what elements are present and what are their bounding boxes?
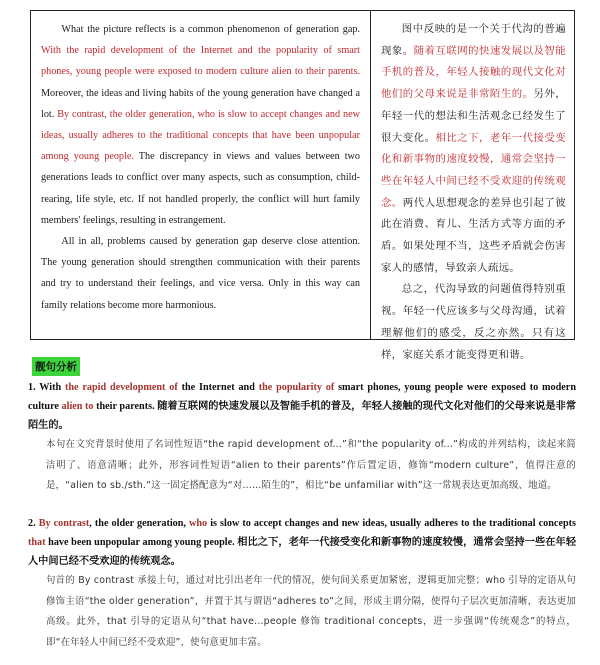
analysis-badge: 靓句分析 bbox=[32, 357, 80, 376]
item-number: 1. bbox=[28, 382, 40, 393]
chinese-column bbox=[371, 11, 574, 361]
chinese-paragraph-1 bbox=[381, 19, 566, 279]
text-segment: 另外，年轻一代的想法和生活观念已经发生了很大变化。 bbox=[381, 88, 566, 144]
text-segment: The discrepancy in views and values between two generations leads to conflict over many aspects, such as consumption, child-rearing, life style, etc. If not handled properly, the conflict will hurt family members' feelings, resulting in estrangement. bbox=[41, 151, 361, 226]
item-number: 2. bbox=[28, 518, 39, 529]
item-1-note: 本句在文究背景时使用了名词性短语“the rapid development of...”和“the popularity of...”构成的并列结构，读起来简洁明了、语意清晰；此外，形容词性短语“alien to their parents”作后置定语，修饰“modern culture”，值得注意的是，“alien to sb./sth.”这一固定搭配意为“对……陌生的”，相比“be unfamiliar with”这一常规表达更加高级、地道。 bbox=[46, 439, 576, 492]
item-2-sentence bbox=[28, 514, 576, 571]
item-1-translation: 随着互联网的快速发展以及智能手机的普及，年轻人接触的现代文化对他们的父母来说是非常陌生的。 bbox=[28, 401, 577, 431]
analysis-item-1 bbox=[28, 378, 576, 497]
key-phrase: who bbox=[189, 518, 208, 529]
item-1-sentence bbox=[28, 378, 576, 435]
english-column bbox=[31, 11, 371, 339]
item-2-translation: 相比之下，老年一代接受变化和新事物的速度较慢，通常会坚持一些在年轻人中间已经不受欢迎的传统观念。 bbox=[28, 537, 577, 567]
english-paragraph-2: All in all, problems caused by generation gap deserve close attention. The young generation should strengthen communication with their parents and try to understand their feelings, and vice versa. Only in this way can family relations become more harmonious. bbox=[41, 236, 360, 311]
key-phrase: the rapid development of bbox=[65, 382, 178, 393]
key-phrase: the popularity of bbox=[258, 382, 335, 393]
text-segment: their parents. bbox=[93, 401, 158, 412]
highlight-sentence-1: With the rapid development of the Internet and the popularity of smart phones, young people were exposed to modern culture alien to their parents. bbox=[41, 45, 360, 78]
chinese-paragraph-2: 总之，代沟导致的问题值得特别重视。年轻一代应该多与父母沟通，试着理解他们的感受，反之亦然。只有这样，家庭关系才能变得更和谐。 bbox=[381, 283, 566, 361]
key-phrase: alien to bbox=[61, 401, 94, 412]
text-segment: the Internet and bbox=[177, 382, 259, 393]
key-phrase: By contrast bbox=[38, 518, 90, 529]
text-segment: 图中反映的是一个关于代沟的普遍现象。 bbox=[381, 23, 566, 57]
essay-table bbox=[30, 10, 575, 361]
highlight-sentence-2: By contrast, the older generation, who is slow to accept changes and new ideas, usually adheres to the traditional concepts that have been unpopular among young people. bbox=[41, 108, 360, 163]
key-phrase: that bbox=[28, 537, 46, 548]
highlight-sentence-2-zh: 相比之下，老年一代接受变化和新事物的速度较慢，通常会坚持一些在年轻人中间已经不受欢迎的传统观念。 bbox=[381, 131, 566, 209]
text-segment: What the picture reflects is a common phenomenon of generation gap. bbox=[61, 24, 360, 35]
text-segment: 两代人思想观念的差异也引起了彼此在消费、育儿、生活方式等方面的矛盾。如果处理不当，这些矛盾就会伤害家人的感情，导致亲人疏远。 bbox=[381, 196, 566, 274]
highlight-sentence-1-zh: 随着互联网的快速发展以及智能手机的普及，年轻人接触的现代文化对他们的父母来说是非常陌生的。 bbox=[381, 44, 566, 101]
text-segment: smart phones, young people were exposed to modern culture bbox=[28, 382, 576, 412]
text-segment: have been unpopular among young people. bbox=[45, 537, 238, 548]
analysis-item-2 bbox=[28, 514, 576, 653]
text-segment: With bbox=[39, 382, 65, 393]
english-paragraph-1 bbox=[41, 19, 360, 231]
text-segment: , the older generation, bbox=[89, 518, 190, 529]
text-segment: is slow to accept changes and new ideas, usually adheres to the traditional concepts bbox=[207, 518, 576, 529]
item-2-note: 句首的 By contrast 承接上句，通过对比引出老年一代的情况，使句间关系更加紧密，逻辑更加完整；who 引导的定语从句修饰主语“the older generation”，并置于其与谓语“adheres to”之间，形成主谓分隔，使得句子层次更加清晰，表达更加高级。此外，that 引导的定语从句“that have...people 修饰 traditional concepts，进一步强调“传统观念”的特点，即“在年轻人中间已经不受欢迎”，使句意更加丰富。 bbox=[46, 575, 576, 648]
text-segment: Moreover, the ideas and living habits of the young generation have changed a lot. bbox=[41, 87, 360, 120]
